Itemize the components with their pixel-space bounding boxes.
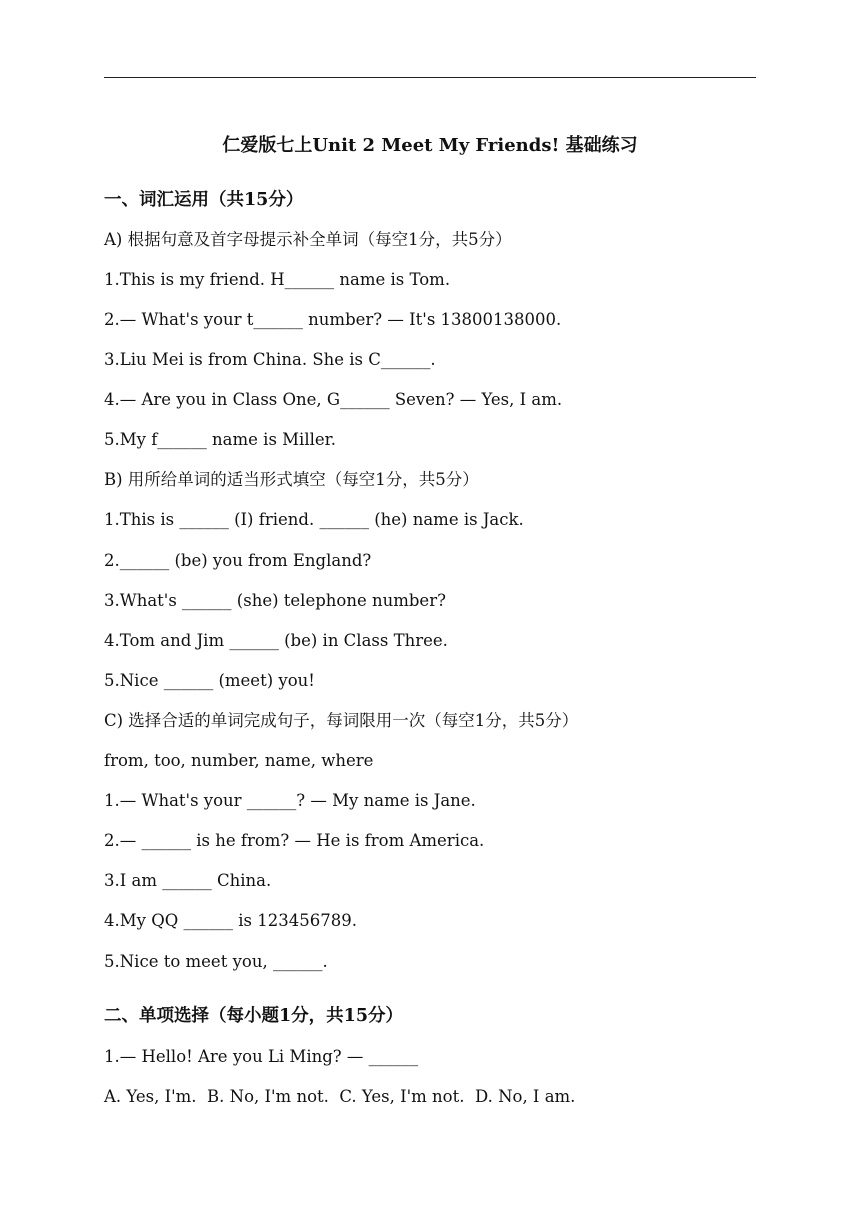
part-c-instruction: C) 选择合适的单词完成句子，每词限用一次（每空1分，共5分） [104, 711, 579, 730]
part-a-item: 2.— What's your t______ number? — It's 13800138000. [104, 310, 562, 329]
part-a-item: 4.— Are you in Class One, G______ Seven? — Yes, I am. [104, 390, 563, 409]
part-b-item: 4.Tom and Jim ______ (be) in Class Three. [104, 631, 448, 650]
part-a-item: 5.My f______ name is Miller. [104, 430, 336, 449]
part-c-word-bank: from, too, number, name, where [104, 751, 374, 770]
part-a-instruction: A) 根据句意及首字母提示补全单词（每空1分，共5分） [104, 230, 512, 249]
part-c-item: 5.Nice to meet you, ______. [104, 952, 328, 971]
part-a-item: 1.This is my friend. H______ name is Tom. [104, 270, 451, 289]
mc-options: A. Yes, I'm. B. No, I'm not. C. Yes, I'm not. D. No, I am. [104, 1087, 576, 1106]
mc-question: 1.— Hello! Are you Li Ming? — ______ [104, 1047, 419, 1066]
part-b-item: 3.What's ______ (she) telephone number? [104, 591, 446, 610]
part-c-item: 2.— ______ is he from? — He is from America. [104, 831, 485, 850]
part-c-item: 3.I am ______ China. [104, 871, 272, 890]
header-rule [104, 77, 756, 78]
part-c-item: 4.My QQ ______ is 123456789. [104, 911, 357, 930]
part-b-instruction: B) 用所给单词的适当形式填空（每空1分，共5分） [104, 470, 479, 489]
worksheet-title: 仁爱版七上Unit 2 Meet My Friends! 基础练习 [222, 135, 638, 156]
section-heading-vocabulary: 一、词汇运用（共15分） [104, 190, 304, 210]
section-heading-multiple-choice: 二、单项选择（每小题1分，共15分） [104, 1006, 404, 1026]
part-b-item: 2.______ (be) you from England? [104, 551, 372, 570]
part-b-item: 5.Nice ______ (meet) you! [104, 671, 315, 690]
part-a-item: 3.Liu Mei is from China. She is C______. [104, 350, 436, 369]
part-c-item: 1.— What's your ______? — My name is Jane. [104, 791, 476, 810]
part-b-item: 1.This is ______ (I) friend. ______ (he) name is Jack. [104, 510, 524, 529]
